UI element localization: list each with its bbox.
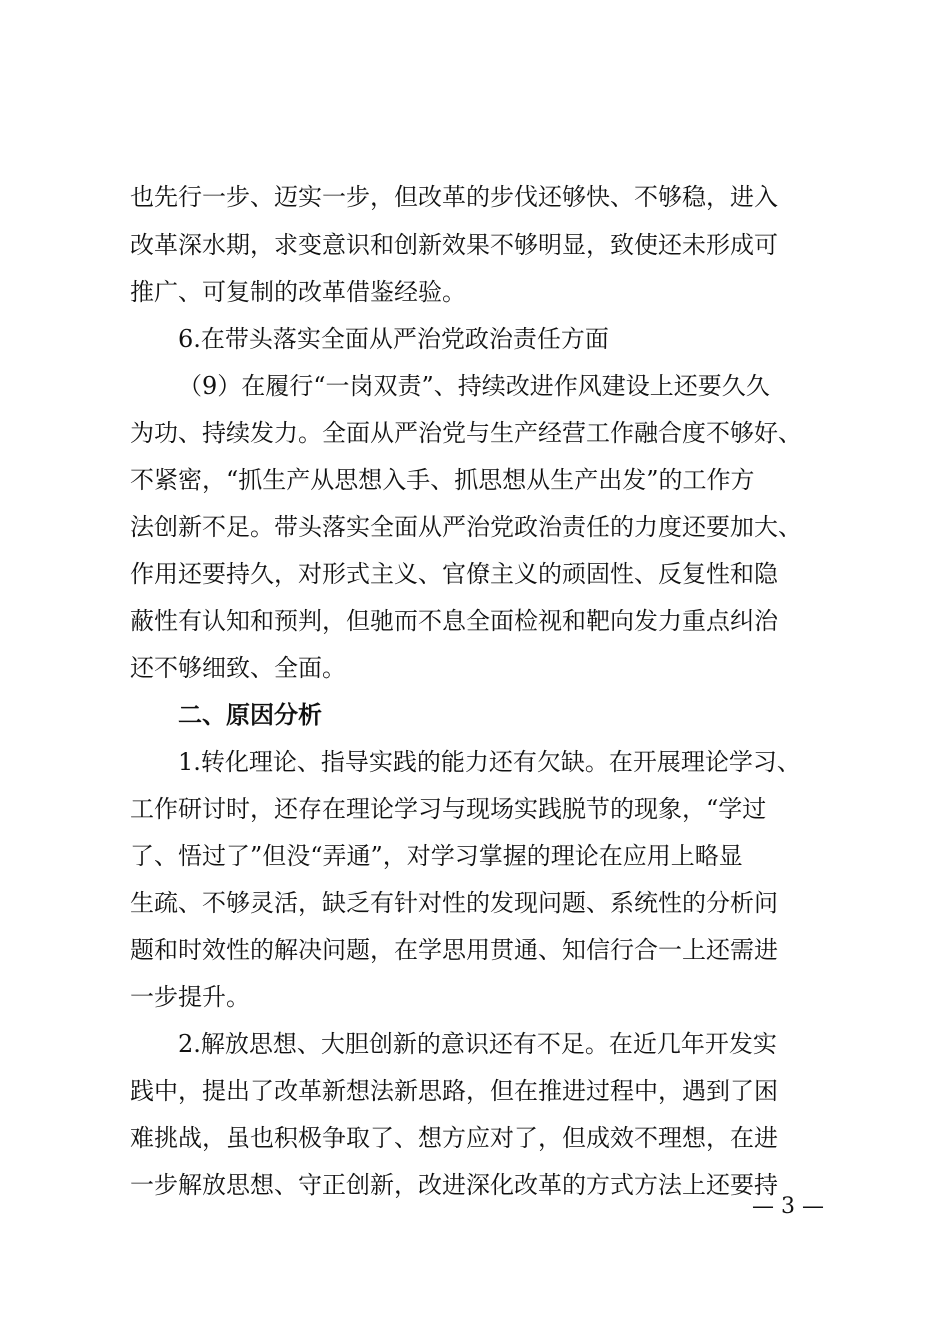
- page-number: — 3 —: [752, 1194, 824, 1219]
- section-subheading: 6.在带头落实全面从严治党政治责任方面: [178, 325, 609, 353]
- text-line: 1.转化理论、指导实践的能力还有欠缺。在开展理论学习、: [178, 748, 801, 776]
- text-line: 难挑战，虽也积极争取了、想方应对了，但成效不理想，在进: [130, 1124, 778, 1152]
- text-line: 蔽性有认知和预判，但驰而不息全面检视和靶向发力重点纠治: [130, 607, 778, 635]
- text-line: 了、悟过了”但没“弄通”，对学习掌握的理论在应用上略显: [130, 842, 743, 870]
- text-line: 践中，提出了改革新想法新思路，但在推进过程中，遇到了困: [130, 1077, 778, 1105]
- text-line: 作用还要持久，对形式主义、官僚主义的顽固性、反复性和隐: [130, 560, 778, 588]
- text-line: 改革深水期，求变意识和创新效果不够明显，致使还未形成可: [130, 231, 778, 259]
- section-heading: 二、原因分析: [178, 701, 322, 729]
- text-line: 也先行一步、迈实一步，但改革的步伐还够快、不够稳，进入: [130, 183, 778, 211]
- text-line: 2.解放思想、大胆创新的意识还有不足。在近几年开发实: [178, 1030, 777, 1058]
- text-line: 法创新不足。带头落实全面从严治党政治责任的力度还要加大、: [130, 513, 802, 541]
- text-line: 题和时效性的解决问题，在学思用贯通、知信行合一上还需进: [130, 936, 778, 964]
- text-line: 为功、持续发力。全面从严治党与生产经营工作融合度不够好、: [130, 419, 802, 447]
- text-line: （9）在履行“一岗双责”、持续改进作风建设上还要久久: [178, 372, 770, 400]
- text-line: 生疏、不够灵活，缺乏有针对性的发现问题、系统性的分析问: [130, 889, 778, 917]
- text-line: 一步解放思想、守正创新，改进深化改革的方式方法上还要持: [130, 1171, 778, 1199]
- text-line: 推广、可复制的改革借鉴经验。: [130, 278, 466, 306]
- text-line: 还不够细致、全面。: [130, 654, 346, 682]
- text-line: 一步提升。: [130, 983, 250, 1011]
- text-line: 工作研讨时，还存在理论学习与现场实践脱节的现象，“学过: [130, 795, 767, 823]
- text-line: 不紧密，“抓生产从思想入手、抓思想从生产出发”的工作方: [130, 466, 755, 494]
